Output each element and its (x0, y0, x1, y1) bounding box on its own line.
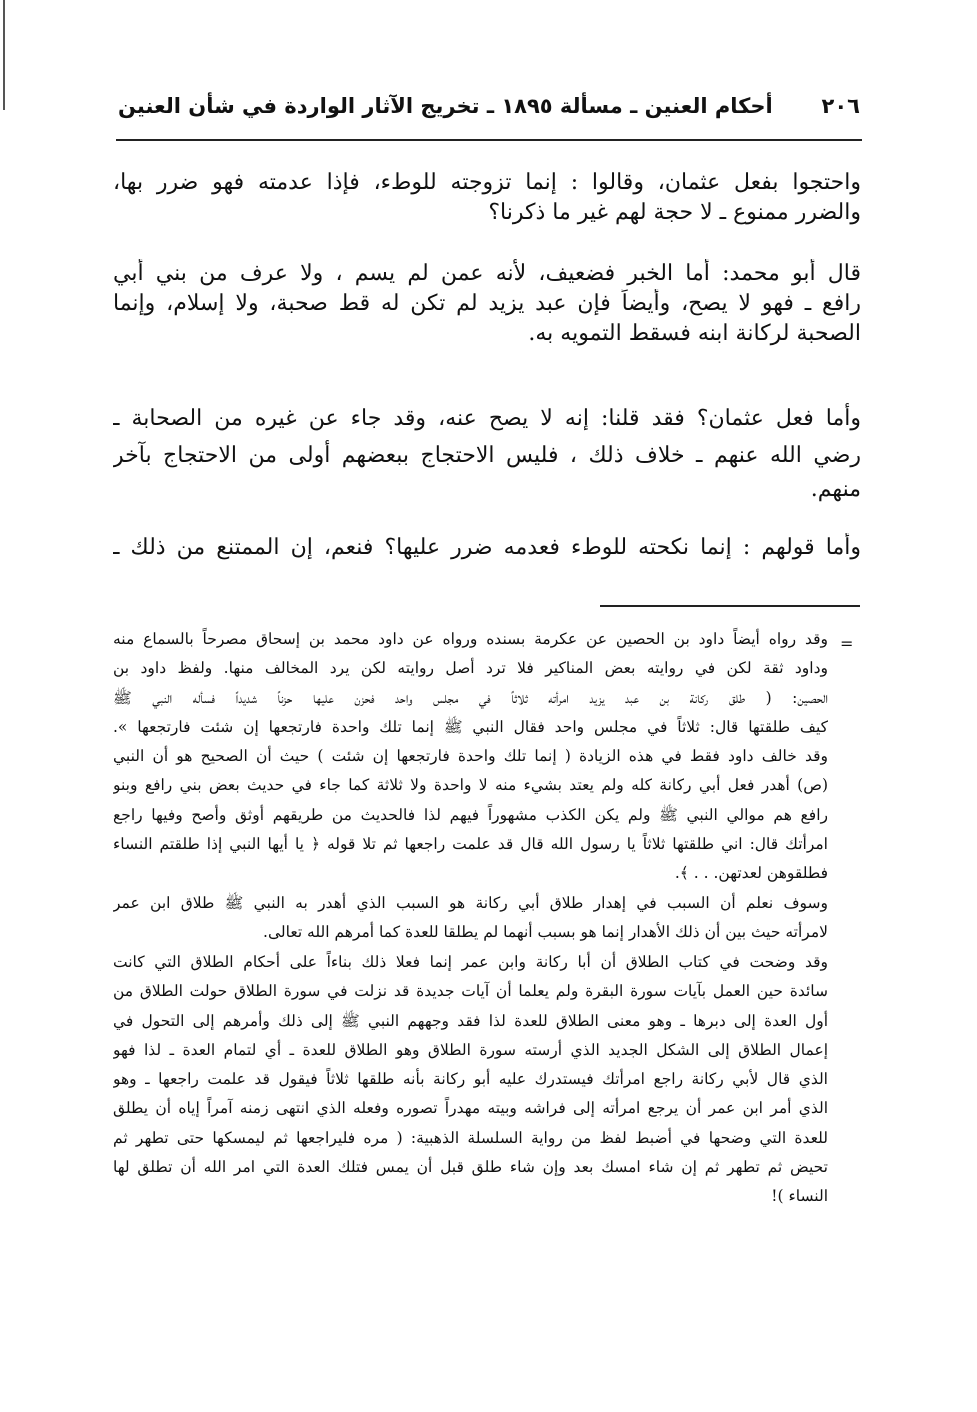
footnote-paragraph-1 (113, 625, 828, 889)
text-line: قال أبو محمد: أما الخبر فضعيف، لأنه عمن لم يسم ، ولا عرف من بني أبي (113, 261, 861, 286)
text-line: والضرر ممنوع ـ لا حجة لهم غير ما ذكرنا؟ (488, 200, 861, 225)
footnote-line: وقد رواه أيضاً داود بن الحصين عن عكرمة بسنده ورواه عن داود محمد بن إسحاق مصرحاً بالسماع منه (113, 630, 828, 648)
text-line: رافع ـ فهو لا يصح، وأيضاً فإن عبد يزيد لم تكن له قط صحبة، ولا إسلام، وإنما (113, 291, 861, 316)
main-paragraph-2 (113, 259, 861, 349)
footnote-paragraph-2 (113, 889, 828, 948)
page-number: ٢٠٦ (821, 94, 860, 118)
footnote-line: امرأتك قال: اني طلقتها ثلاثاً يا رسول الله قال قد علمت راجعها ثم تلا قوله ﴿ يا أيها النبي إذا طلقتم النساء (113, 835, 828, 854)
text-line: الصحبة لركانة ابنه فسقط التمويه به. (528, 321, 861, 346)
text-line: وأما فعل عثمان؟ فقد قلنا: إنه لا يصح عنه، وقد جاء عن غيره من الصحابة ـ (113, 406, 861, 431)
footnote-rule (600, 605, 860, 607)
footnote-line: (ص) أهدر فعل أبي ركانة كله ولم يعتد بشيء منه لا واحدة ولا ثلاثة كما جاء في حديث بعض بني رافع وبنو (113, 776, 828, 795)
footnote-line: سائدة حين العمل بآيات سورة البقرة ولم يعلما أن آيات جديدة قد نزلت في سورة الطلاق حولت الطلاق من (113, 982, 828, 1001)
text-line: واحتجوا بفعل عثمان، وقالوا : إنما تزوجته للوطء، فإذا عدمته فهو ضرر بها، (113, 170, 861, 195)
main-paragraph-3 (113, 401, 861, 505)
footnote-paragraph-3 (113, 948, 828, 1212)
footnote-line: تحيض ثم تطهر ثم إن شاء امسك بعد وإن شاء طلق قبل أن يمس فتلك العدة التي امر الله أن تطلق لها (113, 1158, 828, 1177)
footnote-line: الحصين: ( طلق ركانة بن عبد يزيد امرأته ثلاثاً في مجلس واحد فحزن عليها حزناً شديداً فسأله النبي ﷺ (113, 688, 828, 707)
footnote-line: فطلقوهن لعدتهن. . . ﴾. (674, 864, 828, 883)
footnote-continuation-mark: = (840, 634, 854, 653)
footnote-line: النساء )! (771, 1187, 828, 1206)
footnote-line: كيف طلقتها قال: ثلاثاً في مجلس واحد فقال النبي ﷺ إنما تلك واحدة فارتجعها إن شئت فارتجعها ». (113, 717, 828, 736)
text-line: رضي الله عنهم ـ خلاف ذلك ، فليس الاحتجاج ببعضهم أولى من الاحتجاج بآخر (113, 443, 861, 468)
footnote-line: للعدة التي وضحها في أضبط لفظ من رواية السلسلة الذهبية: ( مره فليراجعها ثم ليمسكها حتى تطهر ثم (113, 1128, 828, 1147)
footnote-line: وقد وضحت في كتاب الطلاق أن أبا ركانة وابن عمر إنما فعلا ذلك بناءاً على أحكام الطلاق التي كانت (113, 953, 828, 971)
footnote-line: الذي أمر ابن عمر أن يرجع امرأته إلى فراشه وبيته مهدراً تصوره وفعله الذي انتهى زمنه آمراً إياه أن يطلق (113, 1099, 828, 1118)
footnote-line: الذي قال لأبي ركانة راجع امرأتك فيستدرك عليه أبو ركانة بأنه طلقها ثلاثاً فيقول قد علمت راجعها ـ وهو (113, 1070, 828, 1089)
page-header (118, 86, 860, 126)
footnote-line: رافع هم موالي النبي ﷺ ولم يكن الكذب مشهوراً فيهم لذا فالحديث من طريقهم أوثق وأصح وفيها راجع (113, 805, 828, 824)
footnote-line: أول العدة إلى دبرها ـ وهو معنى الطلاق للعدة لذا فقد وجههم النبي ﷺ إلى ذلك وأمرهم إلى التحول في (113, 1011, 828, 1030)
footnote-line: إعمال الطلاق إلى الشكل الجديد الذي أرسته سورة الطلاق وهو الطلاق للعدة ـ أي لتمام العدة ـ لذا فهو (113, 1040, 828, 1059)
footnote-line: وقد خالف داود فقط في هذه الزيادة ( إنما تلك واحدة فارتجعها إن شئت ) حيث أن الصحيح هو أن النبي (113, 747, 828, 766)
main-paragraph-4 (113, 533, 861, 563)
footnote-line: وسوف نعلم أن السبب في إهدار طلاق أبي ركانة هو السبب الذي أهدر به النبي ﷺ طلاق ابن عمر (113, 894, 828, 912)
header-rule (116, 139, 862, 141)
text-line: وأما قولهم : إنما نكحته للوطء فعدمه ضرر عليها؟ فنعم، إن الممتنع من ذلك ـ (113, 535, 861, 560)
text-line: منهم. (810, 477, 861, 502)
running-title: أحكام العنين ـ مسألة ١٨٩٥ ـ تخريج الآثار الواردة في شأن العنين (118, 94, 773, 118)
footnote-line: وداود ثقة لكن في روايته بعض المناكير فلا ترد أصل روايته لكن يرد المخالف منها. ولفظ داود بن (113, 659, 828, 678)
main-paragraph-1 (113, 168, 861, 228)
footnote-line: لامرأته حيث بين أن ذلك الأهدار إنما هو بسبب أنهما لم يطلقا للعدة كما أمرهم الله تعالى. (263, 923, 828, 942)
scan-edge-mark (3, 0, 5, 110)
